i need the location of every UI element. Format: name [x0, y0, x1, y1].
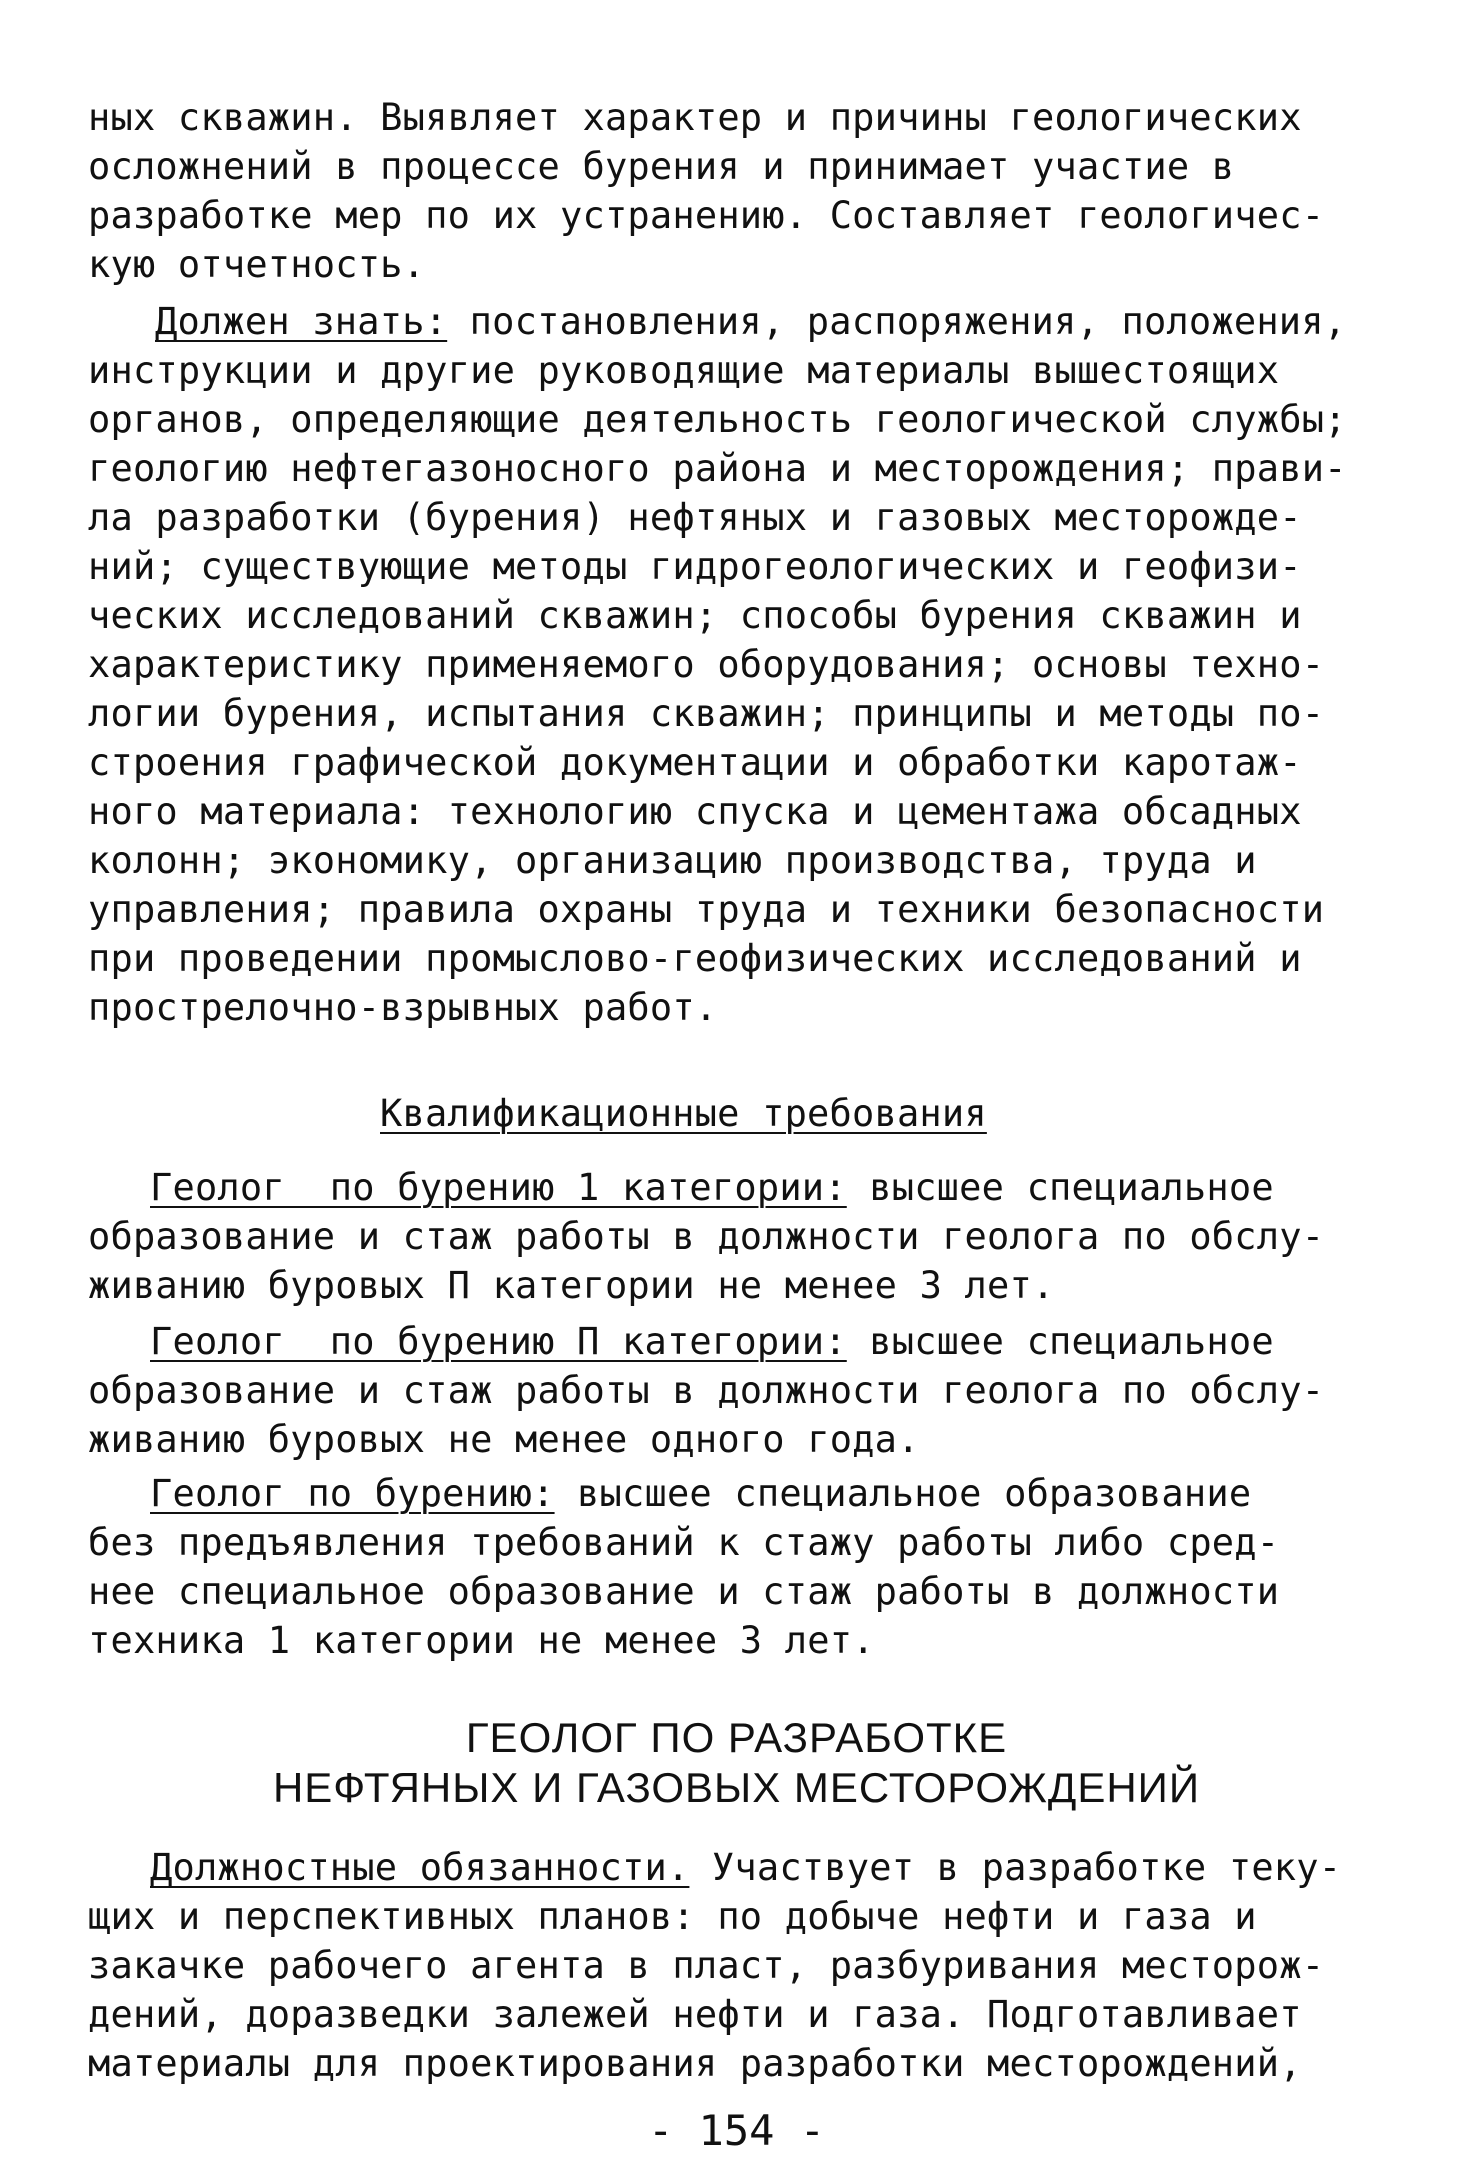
text-line: ла разработки (бурения) нефтяных и газовых месторожде- [88, 496, 1302, 539]
page-number: - 154 - [647, 2106, 825, 2155]
duties-label: Должностные обязанности. [150, 1846, 690, 1889]
text-line: закачке рабочего агента в пласт, разбуривания месторож- [88, 1944, 1325, 1987]
text-line: образование и стаж работы в должности геолога по обслу- [88, 1369, 1325, 1412]
text-line: дений, доразведки залежей нефти и газа. Подготавливает [88, 1993, 1302, 2036]
base-first-line-rest: высшее специальное образование [554, 1472, 1252, 1515]
text-line: материалы для проектирования разработки месторождений, [88, 2042, 1302, 2085]
text-line: колонн; экономику, организацию производства, труда и [88, 839, 1257, 882]
text-line: образование и стаж работы в должности геолога по обслу- [88, 1215, 1325, 1258]
text-line: щих и перспективных планов: по добыче нефти и газа и [88, 1895, 1257, 1938]
text-line: характеристику применяемого оборудования; основы техно- [88, 643, 1325, 686]
text-line: техника 1 категории не менее 3 лет. [88, 1619, 875, 1662]
cat2-first-line [150, 1320, 1274, 1364]
text-line: живанию буровых не менее одного года. [88, 1418, 920, 1461]
text-line: логии бурения, испытания скважин; принципы и методы по- [88, 692, 1325, 735]
text-line: ческих исследований скважин; способы бурения скважин и [88, 594, 1302, 637]
base-label: Геолог по бурению: [150, 1472, 555, 1515]
text-line: без предъявления требований к стажу работы либо сред- [88, 1521, 1280, 1564]
must-know-first-line [155, 300, 1346, 344]
cat1-label: Геолог по бурению 1 категории: [150, 1166, 847, 1209]
text-line: кую отчетность. [88, 243, 426, 286]
cat1-first-line [150, 1166, 1274, 1210]
text-line: ного материала: технологию спуска и цементажа обсадных [88, 790, 1302, 833]
text-line: ний; существующие методы гидрогеологических и геофизи- [88, 545, 1302, 588]
section-title-line1: ГЕОЛОГ ПО РАЗРАБОТКЕ [465, 1714, 1008, 1761]
text-line: при проведении промыслово-геофизических исследований и [88, 937, 1302, 980]
text-line: разработке мер по их устранению. Составляет геологичес- [88, 194, 1325, 237]
duties-first-line-rest: Участвует в разработке теку- [689, 1846, 1342, 1889]
text-line: нее специальное образование и стаж работы в должности [88, 1570, 1280, 1613]
text-line: управления; правила охраны труда и техники безопасности [88, 888, 1325, 931]
text-line: инструкции и другие руководящие материалы вышестоящих [88, 349, 1280, 392]
cat1-first-line-rest: высшее специальное [846, 1166, 1274, 1209]
section-title-line2: НЕФТЯНЫХ И ГАЗОВЫХ МЕСТОРОЖДЕНИЙ [272, 1764, 1201, 1811]
base-first-line [150, 1472, 1251, 1516]
duties-first-line [150, 1846, 1341, 1890]
text-line: геологию нефтегазоносного района и месторождения; прави- [88, 447, 1347, 490]
text-line: осложнений в процессе бурения и принимает участие в [88, 145, 1235, 188]
text-line: прострелочно-взрывных работ. [88, 986, 718, 1029]
cat2-label: Геолог по бурению П категории: [150, 1320, 847, 1363]
text-line: ных скважин. Выявляет характер и причины геологических [88, 96, 1302, 139]
text-line: живанию буровых П категории не менее 3 лет. [88, 1264, 1055, 1307]
must-know-label: Должен знать: [155, 300, 448, 343]
qualification-title: Квалификационные требования [380, 1092, 987, 1135]
cat2-first-line-rest: высшее специальное [846, 1320, 1274, 1363]
text-line: строения графической документации и обработки каротаж- [88, 741, 1302, 784]
must-know-first-line-rest: постановления, распоряжения, положения, [447, 300, 1347, 343]
text-line: органов, определяющие деятельность геологической службы; [88, 398, 1347, 441]
